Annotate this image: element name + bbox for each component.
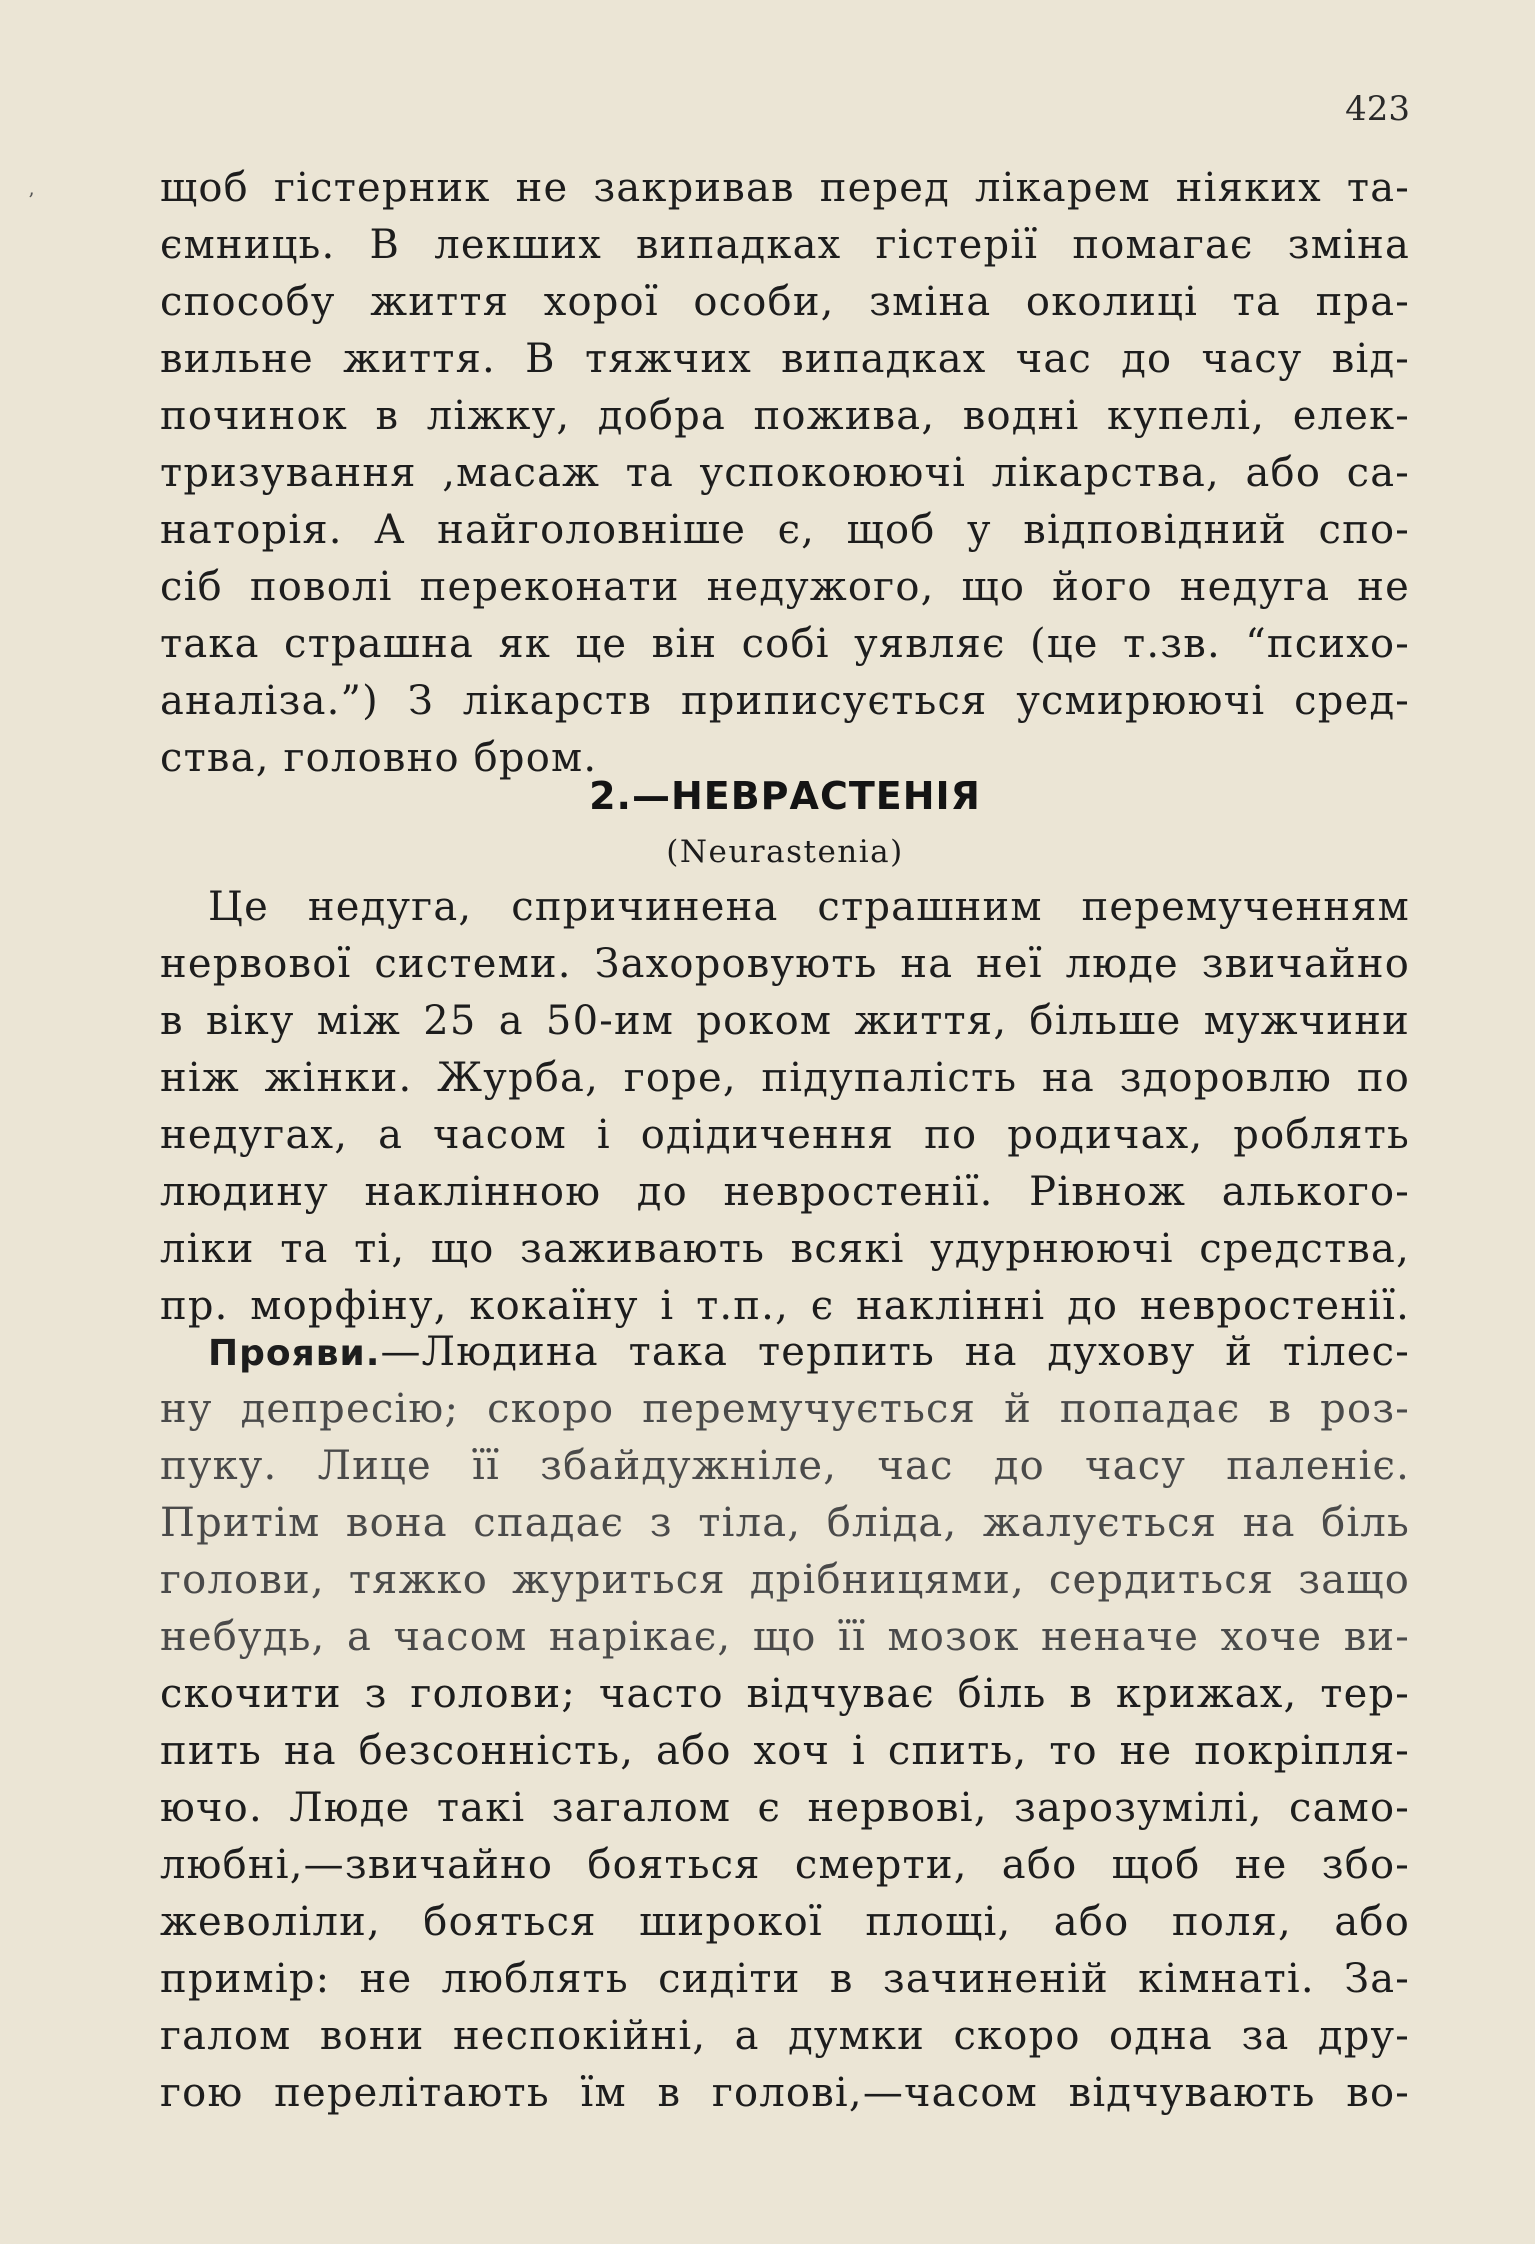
text-line: небудь, а часом нарікає, що її мозок неначе хоче ви- bbox=[160, 1614, 1410, 1660]
text-line: аналіза.”) З лікарств приписується усмирюючі сред- bbox=[160, 678, 1410, 724]
text-line: вильне життя. В тяжчих випадках час до часу від- bbox=[160, 336, 1410, 382]
paragraph-1 bbox=[160, 160, 1410, 787]
text-line: людину наклінною до невростенії. Рівнож алького- bbox=[160, 1169, 1410, 1215]
text-line: способу життя хорої особи, зміна околиці та пра- bbox=[160, 279, 1410, 325]
text-line: така страшна як це він собі уявляє (це т.зв. “психо- bbox=[160, 621, 1410, 667]
text-line: Притім вона спадає з тіла, бліда, жалується на біль bbox=[160, 1500, 1410, 1546]
text-line: тризування ,масаж та успокоюючі лікарства, або са- bbox=[160, 450, 1410, 496]
text-line: ну депресію; скоро перемучується й попадає в роз- bbox=[160, 1386, 1410, 1432]
text-line: примір: не люблять сидіти в зачиненій кімнаті. За- bbox=[160, 1956, 1410, 2002]
run-in-heading: Прояви. bbox=[208, 1333, 381, 1374]
text-line: недугах, а часом і одідичення по родичах, роблять bbox=[160, 1112, 1410, 1158]
paragraph-3 bbox=[160, 1324, 1410, 2122]
text-line: Це недуга, спричинена страшним перемученням bbox=[208, 884, 1410, 930]
text-line: ства, головно бром. bbox=[160, 735, 598, 781]
text-line: пить на безсонність, або хоч і спить, то не покріпля- bbox=[160, 1728, 1410, 1774]
text-line: ліки та ті, що заживають всякі удурнюючі средства, bbox=[160, 1226, 1410, 1272]
text-line: наторія. А найголовніше є, щоб у відповідний спо- bbox=[160, 507, 1410, 553]
section-heading: 2.—НЕВРАСТЕНІЯ bbox=[589, 774, 981, 818]
text-line: нервової системи. Захоровують на неї люде звичайно bbox=[160, 941, 1410, 987]
text-line: галом вони неспокійні, а думки скоро одна за дру- bbox=[160, 2013, 1410, 2059]
text-line: гою перелітають їм в голові,—часом відчувають во- bbox=[160, 2070, 1410, 2116]
text-line: пр. морфіну, кокаїну і т.п., є наклінні до невростенії. bbox=[160, 1283, 1410, 1329]
page-number: 423 bbox=[1345, 89, 1410, 129]
text-line: ючо. Люде такі загалом є нервові, зарозумілі, само- bbox=[160, 1785, 1410, 1831]
text-line: голови, тяжко журиться дрібницями, сердиться защо bbox=[160, 1557, 1410, 1603]
text-line bbox=[160, 1324, 1410, 1381]
text-line: скочити з голови; часто відчуває біль в крижах, тер- bbox=[160, 1671, 1410, 1717]
text-line: пуку. Лице її збайдужніле, час до часу паленіє. bbox=[160, 1443, 1410, 1489]
text-line: любні,—звичайно бояться смерти, або щоб не збо- bbox=[160, 1842, 1410, 1888]
paragraph-2 bbox=[160, 879, 1410, 1335]
text-line: в віку між 25 а 50-им роком життя, більше мужчини bbox=[160, 998, 1410, 1044]
text-line: ємниць. В лекших випадках гістерії помагає зміна bbox=[160, 222, 1410, 268]
section-subheading: (Neurastenia) bbox=[666, 834, 904, 870]
margin-mark: ’ bbox=[28, 188, 35, 212]
text-line: ніж жінки. Журба, горе, підупалість на здоровлю по bbox=[160, 1055, 1410, 1101]
text-line: щоб гістерник не закривав перед лікарем ніяких та- bbox=[160, 165, 1410, 211]
text-line: починок в ліжку, добра пожива, водні купелі, елек- bbox=[160, 393, 1410, 439]
text-line: сіб поволі переконати недужого, що його недуга не bbox=[160, 564, 1410, 610]
text-line: жеволіли, бояться широкої площі, або поля, або bbox=[160, 1899, 1410, 1945]
text-span: —Людина така терпить на духову й тілес- bbox=[380, 1329, 1410, 1375]
